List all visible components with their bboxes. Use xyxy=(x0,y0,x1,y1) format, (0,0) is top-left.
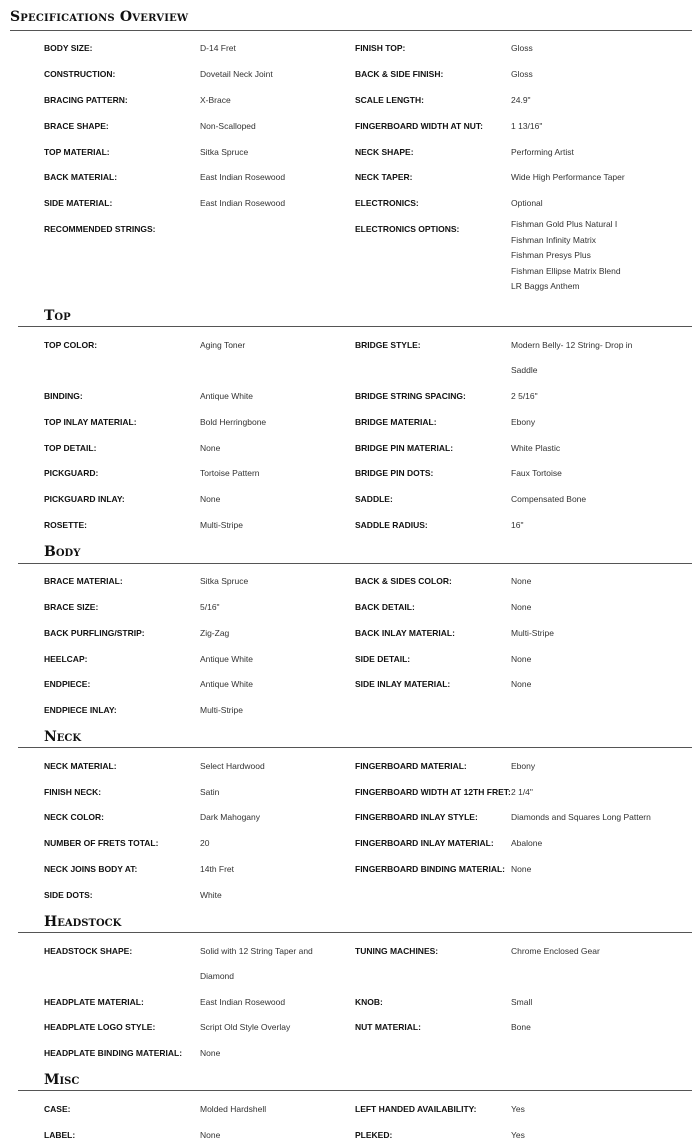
spec-label: SADDLE: xyxy=(355,494,393,504)
spec-value: Gloss xyxy=(511,69,533,79)
spec-value: None xyxy=(511,864,532,874)
spec-value: D-14 Fret xyxy=(200,43,236,53)
spec-value: Diamond xyxy=(200,971,235,981)
section-heading-headstock: Headstock xyxy=(44,914,122,930)
spec-value: Aging Toner xyxy=(200,340,246,350)
spec-label: NUMBER OF FRETS TOTAL: xyxy=(44,838,159,848)
spec-value: Yes xyxy=(511,1104,525,1114)
spec-label: BACK & SIDE FINISH: xyxy=(355,69,444,79)
spec-label: NECK SHAPE: xyxy=(355,147,414,157)
spec-value: 14th Fret xyxy=(200,864,235,874)
spec-label: FINISH TOP: xyxy=(355,43,406,53)
spec-value: Diamonds and Squares Long Pattern xyxy=(511,812,651,822)
spec-label: RECOMMENDED STRINGS: xyxy=(44,224,156,234)
spec-value: None xyxy=(200,443,221,453)
section-heading-neck: Neck xyxy=(44,729,82,745)
spec-value: East Indian Rosewood xyxy=(200,172,286,182)
spec-value: Saddle xyxy=(511,365,538,375)
spec-label: CASE: xyxy=(44,1104,71,1114)
spec-value: Optional xyxy=(511,198,543,208)
section-divider xyxy=(18,932,692,933)
spec-label: FINGERBOARD INLAY MATERIAL: xyxy=(355,838,494,848)
section-divider xyxy=(18,326,692,327)
spec-label: BRIDGE STRING SPACING: xyxy=(355,391,466,401)
spec-label: NUT MATERIAL: xyxy=(355,1022,421,1032)
spec-value: Abalone xyxy=(511,838,543,848)
spec-value: Bone xyxy=(511,1022,531,1032)
spec-label: SADDLE RADIUS: xyxy=(355,520,428,530)
spec-value: Fishman Infinity Matrix xyxy=(511,235,597,245)
spec-value: LR Baggs Anthem xyxy=(511,281,580,291)
spec-label: NECK MATERIAL: xyxy=(44,761,117,771)
spec-value: 16" xyxy=(511,520,524,530)
spec-value: 5/16" xyxy=(200,602,220,612)
spec-value: Sitka Spruce xyxy=(200,576,249,586)
spec-value: Script Old Style Overlay xyxy=(200,1022,291,1032)
spec-value: Antique White xyxy=(200,391,253,401)
spec-value: 1 13/16" xyxy=(511,121,543,131)
spec-label: BACK PURFLING/STRIP: xyxy=(44,628,145,638)
spec-value: Zig-Zag xyxy=(200,628,230,638)
spec-label: BACK & SIDES COLOR: xyxy=(355,576,452,586)
spec-value: Multi-Stripe xyxy=(200,705,243,715)
spec-value: Bold Herringbone xyxy=(200,417,267,427)
spec-value: Ebony xyxy=(511,417,536,427)
spec-value: None xyxy=(511,679,532,689)
spec-label: FINGERBOARD INLAY STYLE: xyxy=(355,812,478,822)
spec-label: FINGERBOARD WIDTH AT NUT: xyxy=(355,121,483,131)
spec-value: Antique White xyxy=(200,679,253,689)
spec-value: Gloss xyxy=(511,43,533,53)
section-heading-misc: Misc xyxy=(44,1072,80,1088)
spec-label: SCALE LENGTH: xyxy=(355,95,424,105)
spec-label: HEADPLATE MATERIAL: xyxy=(44,997,144,1007)
spec-label: TOP COLOR: xyxy=(44,340,98,350)
spec-label: NECK COLOR: xyxy=(44,812,104,822)
spec-label: SIDE DETAIL: xyxy=(355,654,411,664)
spec-label: BRACE MATERIAL: xyxy=(44,576,123,586)
spec-label: TOP MATERIAL: xyxy=(44,147,110,157)
section-heading-top: Top xyxy=(44,308,71,324)
spec-label: HEADSTOCK SHAPE: xyxy=(44,946,133,956)
spec-label: HEADPLATE BINDING MATERIAL: xyxy=(44,1048,183,1058)
spec-label: FINGERBOARD BINDING MATERIAL: xyxy=(355,864,505,874)
spec-label: CONSTRUCTION: xyxy=(44,69,116,79)
spec-label: HEELCAP: xyxy=(44,654,88,664)
spec-value: Modern Belly- 12 String- Drop in xyxy=(511,340,633,350)
spec-value: None xyxy=(200,1130,221,1140)
spec-label: BACK MATERIAL: xyxy=(44,172,118,182)
spec-label: NECK TAPER: xyxy=(355,172,413,182)
spec-label: LABEL: xyxy=(44,1130,76,1140)
spec-value: Dovetail Neck Joint xyxy=(200,69,273,79)
spec-value: 2 1/4" xyxy=(511,787,533,797)
spec-label: BRIDGE STYLE: xyxy=(355,340,421,350)
section-divider xyxy=(18,1090,692,1091)
spec-value: X-Brace xyxy=(200,95,231,105)
spec-value: Sitka Spruce xyxy=(200,147,249,157)
spec-value: None xyxy=(200,1048,221,1058)
spec-label: PICKGUARD INLAY: xyxy=(44,494,125,504)
spec-label: ROSETTE: xyxy=(44,520,87,530)
section-divider xyxy=(18,747,692,748)
page-title: Specifications Overview xyxy=(10,9,189,25)
spec-label: BRACE SIZE: xyxy=(44,602,99,612)
spec-label: BRIDGE PIN DOTS: xyxy=(355,468,434,478)
spec-label: HEADPLATE LOGO STYLE: xyxy=(44,1022,156,1032)
spec-value: 24.9" xyxy=(511,95,531,105)
spec-label: ELECTRONICS: xyxy=(355,198,419,208)
spec-value: White xyxy=(200,890,222,900)
spec-label: ELECTRONICS OPTIONS: xyxy=(355,224,460,234)
spec-value: Molded Hardshell xyxy=(200,1104,267,1114)
spec-value: Performing Artist xyxy=(511,147,574,157)
spec-value: Small xyxy=(511,997,533,1007)
spec-label: KNOB: xyxy=(355,997,383,1007)
spec-value: Satin xyxy=(200,787,220,797)
spec-label: FINISH NECK: xyxy=(44,787,102,797)
spec-value: Wide High Performance Taper xyxy=(511,172,625,182)
spec-label: LEFT HANDED AVAILABILITY: xyxy=(355,1104,477,1114)
spec-value: Fishman Gold Plus Natural I xyxy=(511,219,618,229)
title-divider xyxy=(10,30,692,31)
spec-value: White Plastic xyxy=(511,443,561,453)
spec-value: Tortoise Pattern xyxy=(200,468,260,478)
spec-label: ENDPIECE INLAY: xyxy=(44,705,117,715)
spec-label: BINDING: xyxy=(44,391,83,401)
spec-value: Select Hardwood xyxy=(200,761,265,771)
spec-label: FINGERBOARD MATERIAL: xyxy=(355,761,467,771)
spec-label: TOP DETAIL: xyxy=(44,443,97,453)
spec-value: Yes xyxy=(511,1130,525,1140)
section-divider xyxy=(18,563,692,564)
spec-label: BRIDGE PIN MATERIAL: xyxy=(355,443,454,453)
spec-value: Dark Mahogany xyxy=(200,812,261,822)
spec-label: BRACE SHAPE: xyxy=(44,121,109,131)
spec-value: None xyxy=(511,576,532,586)
spec-label: BACK DETAIL: xyxy=(355,602,415,612)
spec-value: 20 xyxy=(200,838,210,848)
spec-label: NECK JOINS BODY AT: xyxy=(44,864,138,874)
spec-value: Ebony xyxy=(511,761,536,771)
spec-value: Chrome Enclosed Gear xyxy=(511,946,600,956)
spec-value: None xyxy=(200,494,221,504)
spec-value: East Indian Rosewood xyxy=(200,997,286,1007)
spec-value: Fishman Ellipse Matrix Blend xyxy=(511,266,621,276)
spec-value: Solid with 12 String Taper and xyxy=(200,946,313,956)
spec-label: TUNING MACHINES: xyxy=(355,946,439,956)
spec-value: Compensated Bone xyxy=(511,494,587,504)
spec-value: None xyxy=(511,654,532,664)
spec-label: BRACING PATTERN: xyxy=(44,95,128,105)
spec-label: ENDPIECE: xyxy=(44,679,91,689)
spec-value: East Indian Rosewood xyxy=(200,198,286,208)
spec-value: Faux Tortoise xyxy=(511,468,562,478)
spec-label: SIDE INLAY MATERIAL: xyxy=(355,679,451,689)
spec-label: SIDE DOTS: xyxy=(44,890,93,900)
spec-label: BACK INLAY MATERIAL: xyxy=(355,628,455,638)
section-heading-body: Body xyxy=(44,544,81,560)
spec-label: BRIDGE MATERIAL: xyxy=(355,417,437,427)
spec-label: PICKGUARD: xyxy=(44,468,99,478)
spec-value: Non-Scalloped xyxy=(200,121,256,131)
spec-value: Multi-Stripe xyxy=(511,628,554,638)
spec-label: SIDE MATERIAL: xyxy=(44,198,113,208)
spec-value: None xyxy=(511,602,532,612)
spec-value: 2 5/16" xyxy=(511,391,538,401)
spec-label: TOP INLAY MATERIAL: xyxy=(44,417,137,427)
spec-value: Antique White xyxy=(200,654,253,664)
spec-label: PLEKED: xyxy=(355,1130,393,1140)
spec-label: FINGERBOARD WIDTH AT 12TH FRET: xyxy=(355,787,511,797)
spec-label: BODY SIZE: xyxy=(44,43,93,53)
spec-value: Multi-Stripe xyxy=(200,520,243,530)
spec-value: Fishman Presys Plus xyxy=(511,250,591,260)
